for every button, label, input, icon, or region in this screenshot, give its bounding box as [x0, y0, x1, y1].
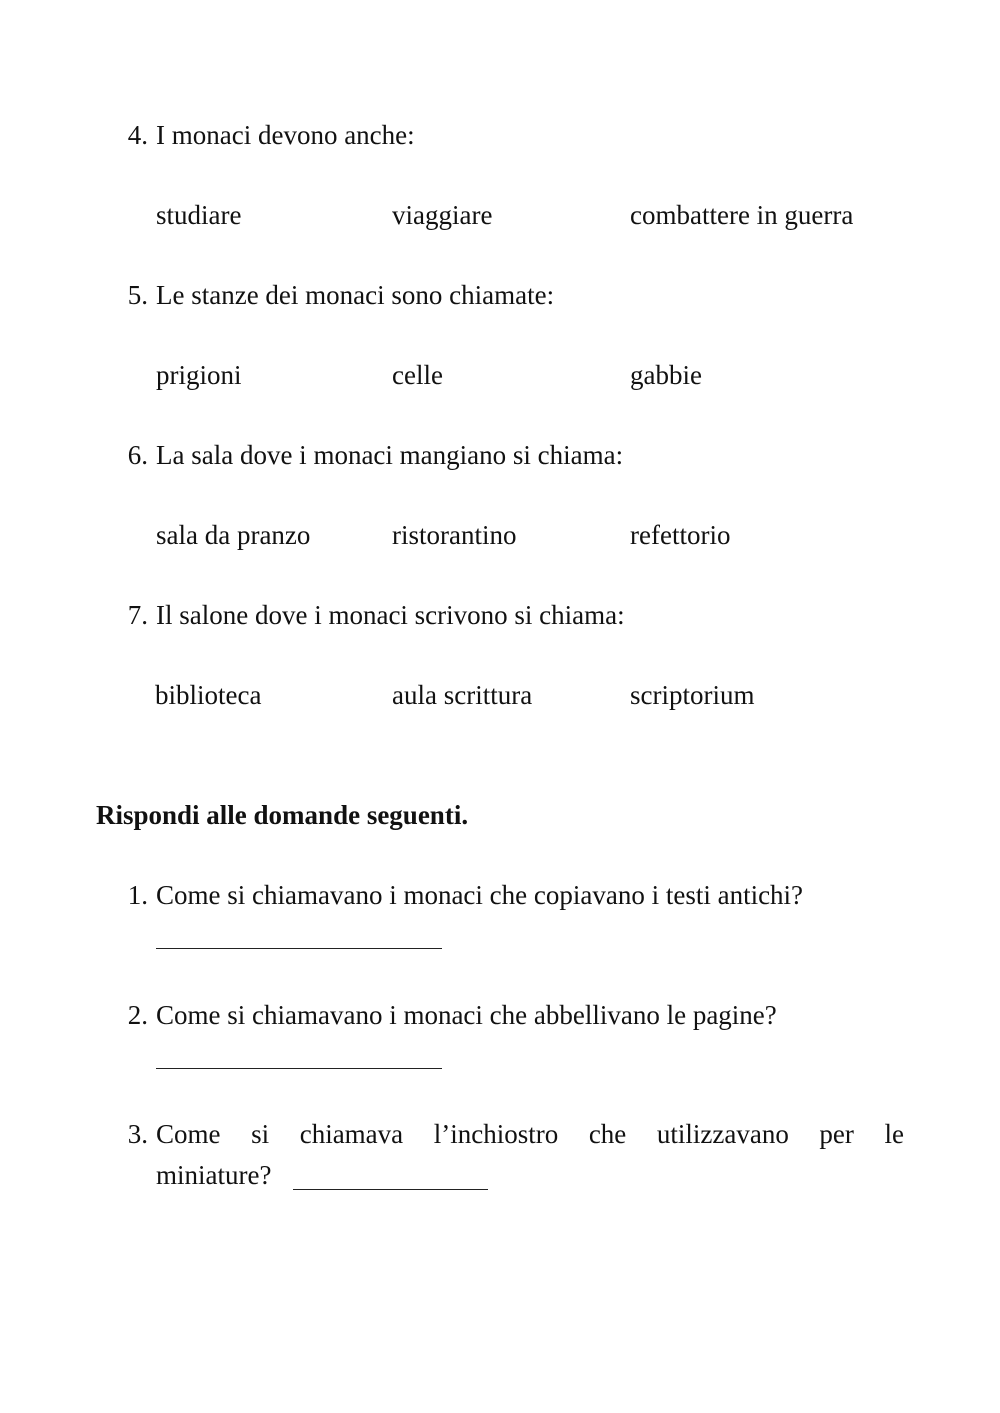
question-text: La sala dove i monaci mangiano si chiama: — [156, 440, 624, 470]
question-number: 5. — [127, 280, 148, 310]
answer-option[interactable]: scriptorium — [630, 680, 755, 710]
answer-option[interactable]: gabbie — [630, 360, 702, 390]
answer-option[interactable]: combattere in guerra — [630, 200, 854, 230]
answer-option[interactable]: refettorio — [630, 520, 731, 550]
question-text: I monaci devono anche: — [156, 120, 415, 150]
question-text: Il salone dove i monaci scrivono si chiama: — [156, 600, 625, 630]
answer-option[interactable]: aula scrittura — [392, 680, 533, 710]
question-number: 2. — [127, 1000, 148, 1030]
question-text: Come si chiamavano i monaci che copiavano i testi antichi? — [156, 880, 804, 910]
answer-option[interactable]: prigioni — [156, 360, 242, 390]
answer-option[interactable]: studiare — [156, 200, 242, 230]
question-text: Come si chiamavano i monaci che abbellivano le pagine? — [156, 1000, 777, 1030]
question-number: 4. — [127, 120, 148, 150]
answer-option[interactable]: biblioteca — [155, 680, 262, 710]
question-text: Le stanze dei monaci sono chiamate: — [156, 280, 555, 310]
answer-blank[interactable] — [293, 1189, 488, 1190]
answer-blank[interactable] — [156, 1068, 442, 1069]
answer-blank[interactable] — [156, 948, 442, 949]
answer-option[interactable]: celle — [392, 360, 443, 390]
answer-option[interactable]: viaggiare — [392, 200, 493, 230]
question-number: 3. — [127, 1119, 148, 1149]
question-text-line-2: miniature? — [156, 1160, 272, 1190]
question-text-line-1: Come si chiamava l’inchiostro che utilizzavano per le — [156, 1119, 904, 1149]
question-number: 7. — [127, 600, 148, 630]
question-number: 1. — [127, 880, 148, 910]
section-heading: Rispondi alle domande seguenti. — [96, 800, 469, 830]
answer-option[interactable]: sala da pranzo — [156, 520, 311, 550]
question-number: 6. — [127, 440, 148, 470]
answer-option[interactable]: ristorantino — [392, 520, 517, 550]
